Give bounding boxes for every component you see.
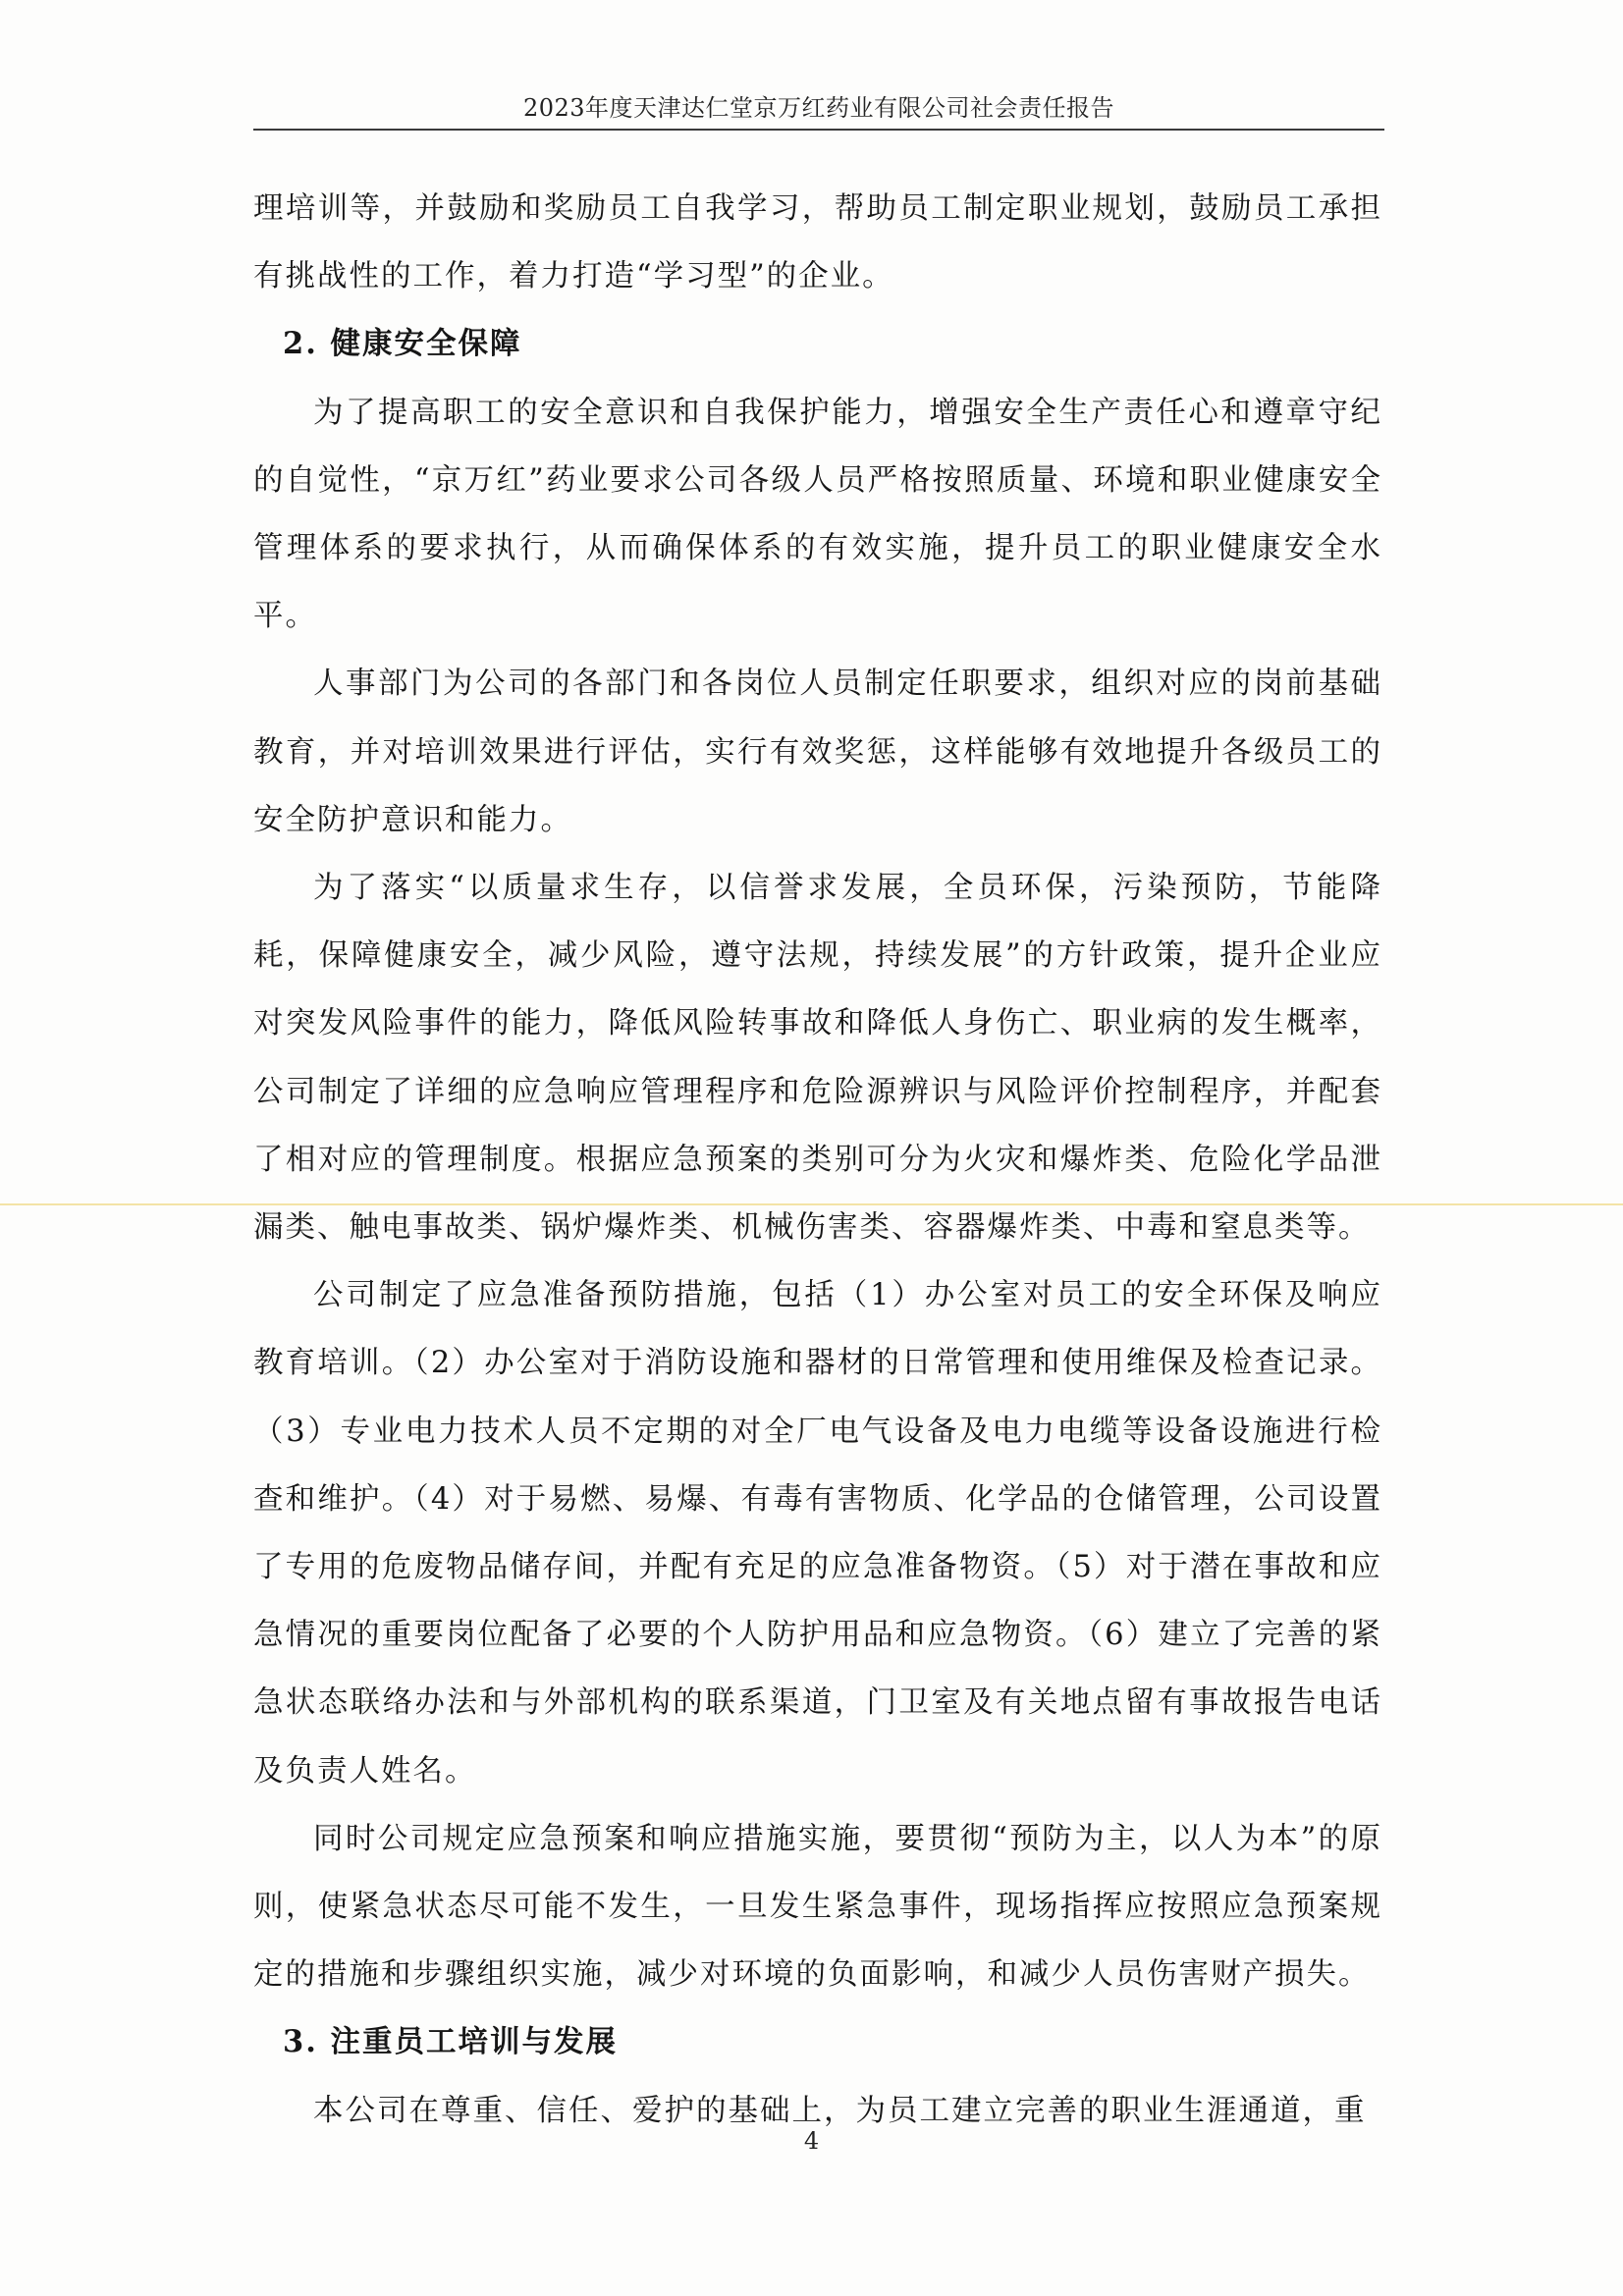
paragraph-continued: 理培训等，并鼓励和奖励员工自我学习，帮助员工制定职业规划，鼓励员工承担有挑战性的工作，着力打造“学习型”的企业。 (253, 191, 1382, 294)
header-divider (253, 129, 1384, 131)
page-number: 4 (803, 2127, 820, 2155)
section-heading-training: 3. 注重员工培训与发展 (283, 2024, 618, 2060)
scan-artifact-line (0, 1203, 1623, 1205)
paragraph-hr-requirements: 人事部门为公司的各部门和各岗位人员制定任职要求，组织对应的岗前基础教育，并对培训效果进行评估，实行有效奖惩，这样能够有效地提升各级员工的安全防护意识和能力。 (253, 667, 1382, 837)
body-text (253, 175, 1382, 2145)
paragraph-emergency-measures: 公司制定了应急准备预防措施，包括（1）办公室对员工的安全环保及响应教育培训。（2）办公室对于消防设施和器材的日常管理和使用维保及检查记录。（3）专业电力技术人员不定期的对全厂电气设备及电力电缆等设备设施进行检查和维护。（4）对于易燃、易爆、有毒有害物质、化学品的仓储管理，公司设置了专用的危废物品储存间，并配有充足的应急准备物资。（5）对于潜在事故和应急情况的重要岗位配备了必要的个人防护用品和应急物资。（6）建立了完善的紧急状态联络办法和与外部机构的联系渠道，门卫室及有关地点留有事故报告电话及负责人姓名。 (253, 1278, 1382, 1789)
paragraph-career-development: 本公司在尊重、信任、爱护的基础上，为员工建立完善的职业生涯通道，重 (313, 2093, 1367, 2128)
running-header: 2023年度天津达仁堂京万红药业有限公司社会责任报告 (522, 94, 1115, 122)
section-heading-health-safety: 2. 健康安全保障 (283, 326, 522, 362)
paragraph-emergency-principles: 同时公司规定应急预案和响应措施实施，要贯彻“预防为主，以人为本”的原则，使紧急状态尽可能不发生，一旦发生紧急事件，现场指挥应按照应急预案规定的措施和步骤组织实施，减少对环境的负面影响，和减少人员伤害财产损失。 (253, 1821, 1382, 1993)
paragraph-emergency-policy: 为了落实“以质量求生存，以信誉求发展，全员环保，污染预防，节能降耗，保障健康安全，减少风险，遵守法规，持续发展”的方针政策，提升企业应对突发风险事件的能力，降低风险转事故和降低人身伤亡、职业病的发生概率，公司制定了详细的应急响应管理程序和危险源辨识与风险评价控制程序，并配套了相对应的管理制度。根据应急预案的类别可分为火灾和爆炸类、危险化学品泄漏类、触电事故类、锅炉爆炸类、机械伤害类、容器爆炸类、中毒和窒息类等。 (253, 871, 1382, 1246)
paragraph-safety-awareness: 为了提高职工的安全意识和自我保护能力，增强安全生产责任心和遵章守纪的自觉性，“京万红”药业要求公司各级人员严格按照质量、环境和职业健康安全管理体系的要求执行，从而确保体系的有效实施，提升员工的职业健康安全水平。 (253, 395, 1382, 634)
